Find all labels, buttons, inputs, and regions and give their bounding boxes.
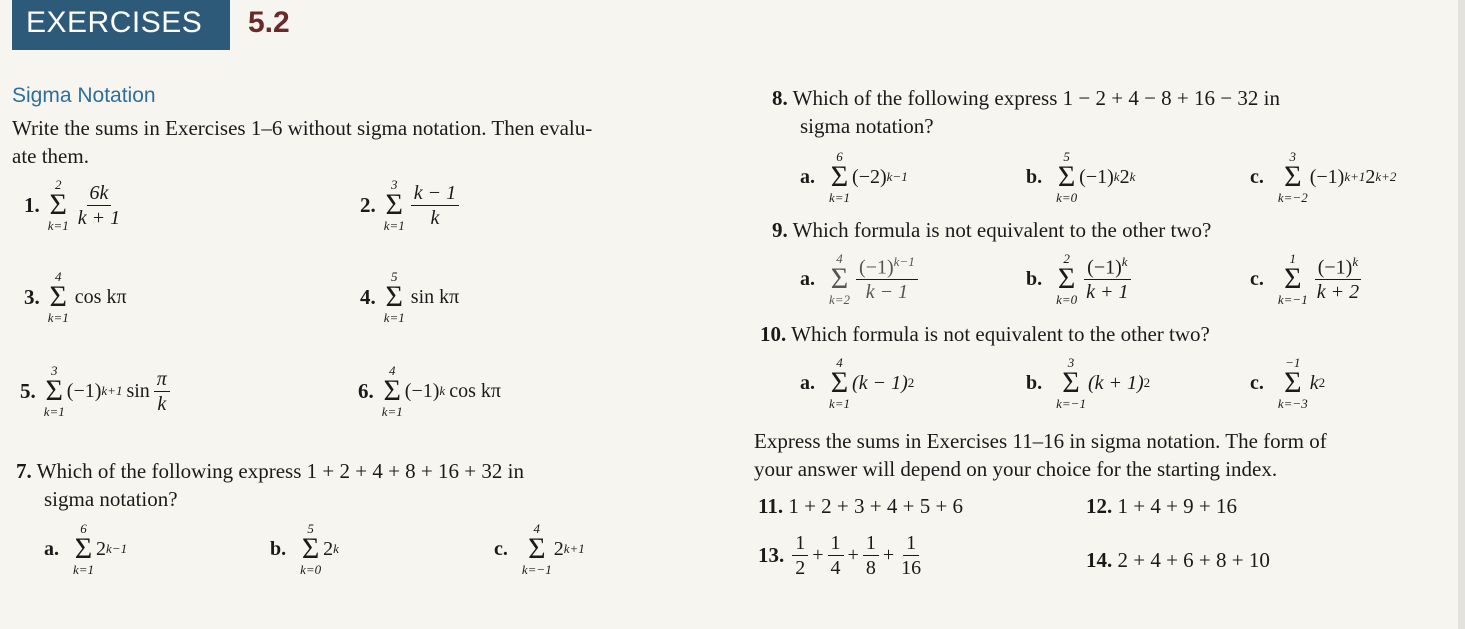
- denominator: k + 2: [1316, 281, 1360, 304]
- lower-limit: k=1: [383, 310, 405, 325]
- upper-limit: 3: [1289, 149, 1297, 164]
- exercise-9-option-a: [800, 252, 922, 306]
- sum-expression: 1 + 4 + 9 + 16: [1117, 494, 1238, 518]
- exercise-7-option-b: [270, 522, 339, 576]
- sigma-symbol: −1 Σ k=−3: [1277, 355, 1308, 411]
- exercise-number: 2.: [360, 192, 376, 217]
- intro-line-1: Write the sums in Exercises 1–6 without sigma notation. Then evalu-: [12, 116, 593, 140]
- exponent: 2: [1143, 375, 1151, 390]
- exercise-1: [24, 178, 127, 232]
- denominator: 2: [795, 557, 806, 579]
- exercise-9-option-b: [1026, 252, 1136, 306]
- numerator: π: [154, 368, 170, 392]
- exercise-number: 6.: [358, 378, 374, 403]
- sigma-symbol: 3 Σ k=1: [43, 363, 65, 419]
- plus-sign: +: [847, 544, 859, 566]
- section-number: 5.2: [248, 6, 290, 39]
- summand-function: cos kπ: [449, 379, 501, 402]
- exponent: k: [439, 383, 446, 398]
- exercise-10-option-c: [1250, 356, 1325, 410]
- lower-limit: k=0: [1056, 292, 1078, 307]
- fraction: [1314, 255, 1362, 304]
- exercise-13: [758, 532, 928, 579]
- option-label: b.: [270, 537, 287, 560]
- summand-base: (−1): [1079, 165, 1114, 188]
- summand: sin kπ: [410, 285, 460, 308]
- summand-base: 2: [96, 537, 107, 560]
- question-line-2: sigma notation?: [800, 114, 934, 138]
- lower-limit: k=−1: [1277, 292, 1308, 307]
- numerator: k − 1: [411, 182, 459, 206]
- exercise-number: 4.: [360, 284, 376, 309]
- numerator: 6k: [87, 182, 112, 206]
- lower-limit: k=1: [383, 218, 405, 233]
- intro-paragraph: [12, 114, 592, 170]
- subsection-heading: Sigma Notation: [12, 84, 156, 107]
- fraction: [828, 532, 844, 579]
- exercise-number: 1.: [24, 192, 40, 217]
- lower-limit: k=0: [300, 562, 322, 577]
- sigma-symbol: 6 Σ k=1: [73, 521, 95, 577]
- upper-limit: 4: [533, 521, 541, 536]
- summand-function: sin: [126, 379, 150, 402]
- exercise-7-option-a: [44, 522, 127, 576]
- numerator: (−1): [859, 256, 894, 279]
- exercise-number: 11.: [758, 494, 784, 518]
- exercise-10-option-a: [800, 356, 914, 410]
- option-label: b.: [1026, 267, 1043, 290]
- sigma-symbol: 4 Σ k=1: [829, 355, 851, 411]
- plus-sign: +: [882, 544, 895, 566]
- sigma-symbol: 3 Σ k=1: [383, 177, 405, 233]
- intro-paragraph-2: [754, 427, 1327, 483]
- option-label: a.: [44, 537, 59, 560]
- exercise-9: [772, 216, 1211, 244]
- lower-limit: k=1: [73, 562, 95, 577]
- sigma-symbol: 3 Σ k=−1: [1056, 355, 1086, 411]
- exercise-10: [760, 320, 1210, 348]
- upper-limit: 5: [1063, 149, 1070, 164]
- page-edge: [1458, 0, 1465, 629]
- sigma-symbol: 3 Σ k=−2: [1277, 149, 1308, 205]
- option-label: b.: [1026, 165, 1043, 188]
- sigma-symbol: 4 Σ k=1: [381, 363, 403, 419]
- fraction: [792, 532, 808, 579]
- exponent: k+1: [563, 541, 585, 556]
- exercises-banner: EXERCISES: [12, 0, 230, 50]
- summand-base: (−1): [1309, 165, 1345, 188]
- upper-limit: 3: [1067, 355, 1075, 370]
- sigma-symbol: 5 Σ k=0: [300, 521, 322, 577]
- sigma-symbol: 4 Σ k=2: [829, 251, 851, 307]
- upper-limit: 1: [1289, 251, 1297, 266]
- summand: cos kπ: [74, 285, 127, 308]
- numerator: 1: [863, 532, 879, 556]
- fraction: [856, 255, 918, 304]
- lower-limit: k=−2: [1277, 190, 1308, 205]
- exercise-4: [360, 270, 459, 324]
- lower-limit: k=−1: [521, 562, 552, 577]
- option-label: b.: [1026, 371, 1043, 394]
- plus-sign: +: [812, 544, 824, 566]
- lower-limit: k=1: [381, 404, 403, 419]
- summand-base-2: 2: [1365, 165, 1376, 188]
- denominator: k: [430, 206, 440, 229]
- exponent: k−1: [886, 169, 908, 184]
- option-label: c.: [1250, 371, 1264, 394]
- option-label: c.: [494, 537, 508, 560]
- lower-limit: k=−1: [1056, 396, 1086, 411]
- upper-limit: 4: [55, 269, 62, 284]
- fraction: [1083, 255, 1131, 304]
- sum-expression: 2 + 4 + 6 + 8 + 10: [1117, 548, 1270, 572]
- upper-limit: 6: [836, 149, 843, 164]
- numerator: 1: [903, 532, 919, 556]
- denominator: 8: [865, 557, 876, 579]
- summand-base: 2: [323, 537, 334, 560]
- lower-limit: k=1: [47, 218, 69, 233]
- sigma-symbol: 1 Σ k=−1: [1277, 251, 1308, 307]
- exponent: k+1: [101, 383, 123, 398]
- option-label: a.: [800, 267, 815, 290]
- numerator: 1: [828, 532, 844, 556]
- exercise-12: [1086, 492, 1237, 520]
- denominator: k − 1: [865, 281, 909, 304]
- intro-line-2: your answer will depend on your choice for the starting index.: [754, 457, 1278, 481]
- upper-limit: 4: [389, 363, 396, 378]
- denominator: 16: [901, 557, 922, 579]
- summand: k: [1309, 371, 1319, 394]
- fraction: [863, 532, 879, 579]
- sum-expression: 1 + 2 + 3 + 4 + 5 + 6: [788, 494, 964, 518]
- exponent: k−1: [893, 253, 915, 269]
- option-label: c.: [1250, 267, 1264, 290]
- sigma-symbol: 4 Σ k=−1: [521, 521, 552, 577]
- upper-limit: 5: [391, 269, 398, 284]
- exercise-number: 12.: [1086, 494, 1113, 518]
- question-line-1: Which of the following express 1 − 2 + 4 − 8 + 16 − 32 in: [792, 86, 1280, 110]
- numerator: (−1): [1317, 256, 1353, 279]
- exponent-2: k+2: [1375, 169, 1397, 184]
- exercise-7: [16, 457, 524, 513]
- question-text: Which formula is not equivalent to the other two?: [791, 322, 1210, 346]
- exercise-8-option-c: [1250, 150, 1396, 204]
- upper-limit: 6: [80, 521, 87, 536]
- exercise-14: [1086, 546, 1270, 574]
- exercise-number: 13.: [758, 543, 785, 567]
- sigma-symbol: 6 Σ k=1: [829, 149, 851, 205]
- exponent: 2: [907, 375, 915, 390]
- option-label: a.: [800, 371, 815, 394]
- exercise-number: 9.: [772, 218, 788, 242]
- fraction: [898, 532, 924, 579]
- lower-limit: k=1: [829, 190, 851, 205]
- denominator: k: [157, 392, 167, 415]
- upper-limit: 2: [1063, 251, 1070, 266]
- intro-line-2: ate them.: [12, 144, 89, 168]
- summand-base: 2: [553, 537, 564, 560]
- question-text: Which formula is not equivalent to the other two?: [792, 218, 1212, 242]
- lower-limit: k=0: [1056, 190, 1078, 205]
- upper-limit: 3: [51, 363, 58, 378]
- option-label: c.: [1250, 165, 1264, 188]
- lower-limit: k=−3: [1277, 396, 1308, 411]
- sigma-symbol: 2 Σ k=1: [47, 177, 69, 233]
- lower-limit: k=2: [829, 292, 851, 307]
- exercise-5: [20, 364, 174, 418]
- exponent: k: [1113, 169, 1120, 184]
- exponent: k: [1352, 253, 1359, 269]
- summand-base: (−2): [852, 165, 887, 188]
- sigma-symbol: 5 Σ k=0: [1056, 149, 1078, 205]
- exercise-6: [358, 364, 501, 418]
- exercise-number: 7.: [16, 459, 32, 483]
- upper-limit: 2: [55, 177, 62, 192]
- denominator: k + 1: [77, 206, 121, 229]
- upper-limit: 3: [391, 177, 398, 192]
- exercise-number: 14.: [1086, 548, 1113, 572]
- sigma-symbol: 5 Σ k=1: [383, 269, 405, 325]
- lower-limit: k=1: [43, 404, 65, 419]
- denominator: k + 1: [1086, 281, 1129, 304]
- question-line-2: sigma notation?: [44, 487, 178, 511]
- numerator: 1: [792, 532, 808, 556]
- denominator: 4: [830, 557, 841, 579]
- question-line-1: Which of the following express 1 + 2 + 4 + 8 + 16 + 32 in: [36, 459, 524, 483]
- exercise-11: [758, 492, 963, 520]
- lower-limit: k=1: [47, 310, 69, 325]
- exponent: k: [333, 541, 339, 556]
- summand: (k + 1): [1087, 371, 1144, 394]
- intro-line-1: Express the sums in Exercises 11–16 in sigma notation. The form of: [754, 429, 1327, 453]
- exercise-2: [360, 178, 463, 232]
- exercise-10-option-b: [1026, 356, 1150, 410]
- sigma-symbol: 4 Σ k=1: [47, 269, 69, 325]
- exponent-2: k: [1129, 169, 1136, 184]
- exercise-number: 5.: [20, 378, 36, 403]
- exponent: k+1: [1344, 169, 1366, 184]
- exercise-8: [772, 84, 1280, 140]
- upper-limit: 4: [836, 355, 843, 370]
- exponent: k−1: [106, 541, 128, 556]
- summand: (k − 1): [852, 371, 908, 394]
- upper-limit: 5: [307, 521, 314, 536]
- exponent: 2: [1318, 375, 1326, 390]
- exercise-9-option-c: [1250, 252, 1366, 306]
- fraction: [154, 368, 170, 415]
- summand-base-2: 2: [1119, 165, 1130, 188]
- numerator: (−1): [1087, 256, 1122, 279]
- summand-base: (−1): [66, 379, 102, 402]
- exercise-number: 3.: [24, 284, 40, 309]
- fraction: [75, 182, 123, 229]
- fraction: [411, 182, 459, 229]
- exercise-8-option-b: [1026, 150, 1135, 204]
- option-label: a.: [800, 165, 815, 188]
- exercise-8-option-a: [800, 150, 908, 204]
- upper-limit: −1: [1285, 355, 1301, 370]
- summand-base: (−1): [404, 379, 440, 402]
- lower-limit: k=1: [829, 396, 851, 411]
- exercise-number: 10.: [760, 322, 787, 346]
- exponent: k: [1121, 253, 1128, 269]
- exercise-7-option-c: [494, 522, 585, 576]
- sigma-symbol: 2 Σ k=0: [1056, 251, 1078, 307]
- upper-limit: 4: [836, 251, 843, 266]
- exercise-3: [24, 270, 127, 324]
- exercise-number: 8.: [772, 86, 788, 110]
